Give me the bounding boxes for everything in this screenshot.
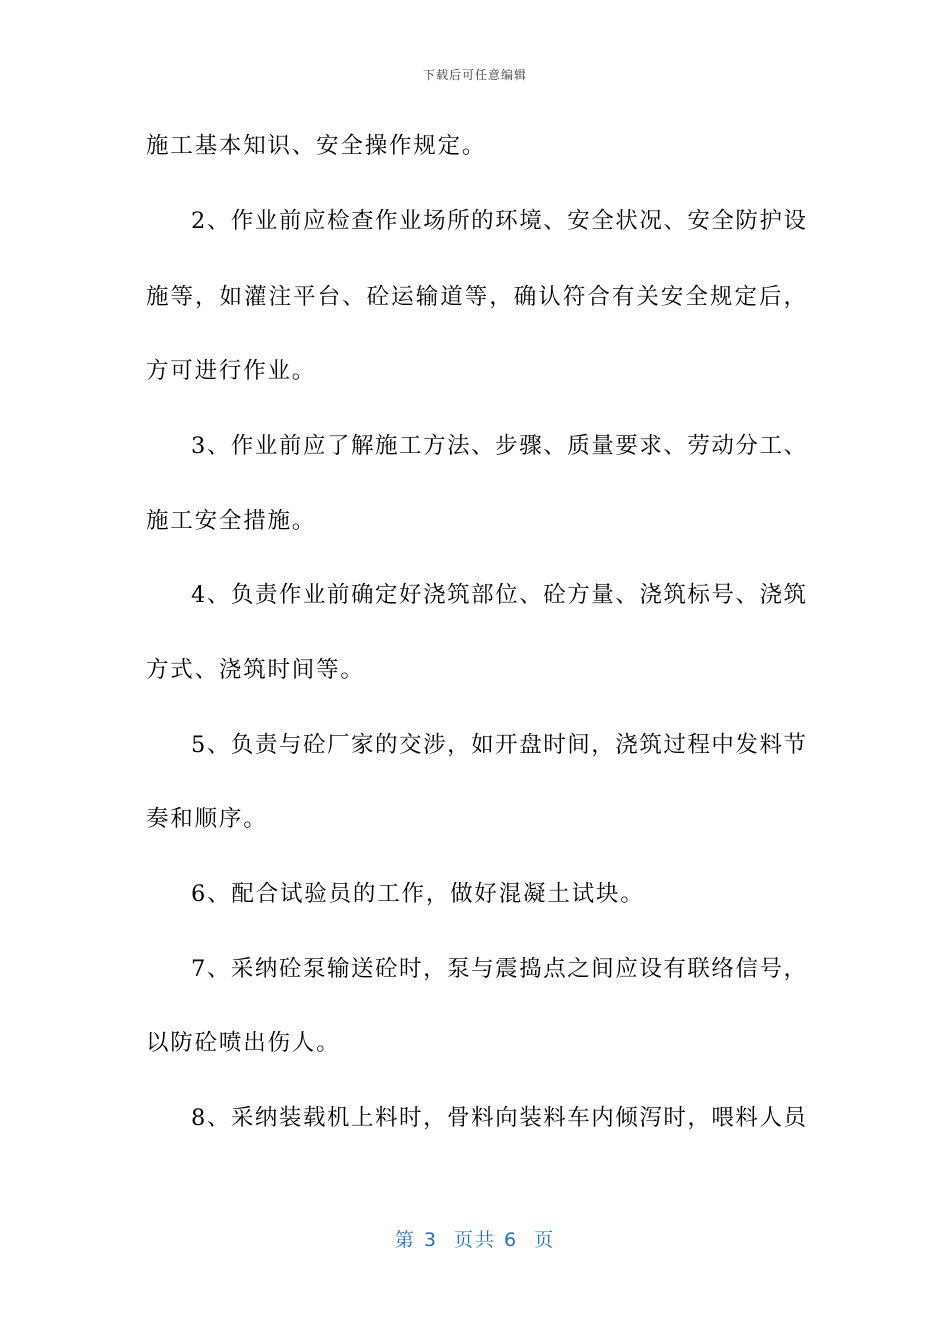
text-line: 3、作业前应了解施工方法、步骤、质量要求、劳动分工、 xyxy=(191,433,806,459)
text-line: 施工基本知识、安全操作规定。 xyxy=(146,133,487,159)
text-line: 8、采纳装载机上料时，骨料向装料车内倾泻时，喂料人员 xyxy=(191,1105,806,1131)
text-line: 奏和顺序。 xyxy=(146,806,268,832)
text-line: 4、负责作业前确定好浇筑部位、砼方量、浇筑标号、浇筑 xyxy=(191,582,806,608)
text-line: 以防砼喷出伤人。 xyxy=(146,1030,341,1056)
text-line: 施工安全措施。 xyxy=(146,508,317,534)
text-line: 5、负责与砼厂家的交涉，如开盘时间，浇筑过程中发料节 xyxy=(191,732,806,758)
text-line: 6、配合试验员的工作，做好混凝土试块。 xyxy=(191,881,645,907)
page-header: 下载后可任意编辑 xyxy=(422,68,527,82)
text-line: 施等，如灌注平台、砼运输道等，确认符合有关安全规定后， xyxy=(146,284,806,310)
text-line: 2、作业前应检查作业场所的环境、安全状况、安全防护设 xyxy=(191,208,806,234)
text-line: 方式、浇筑时间等。 xyxy=(146,657,365,683)
text-line: 7、采纳砼泵输送砼时，泵与震捣点之间应设有联络信号， xyxy=(191,956,806,982)
page-number-footer: 第 3 页共 6 页 xyxy=(394,1229,556,1251)
text-line: 方可进行作业。 xyxy=(146,358,317,384)
